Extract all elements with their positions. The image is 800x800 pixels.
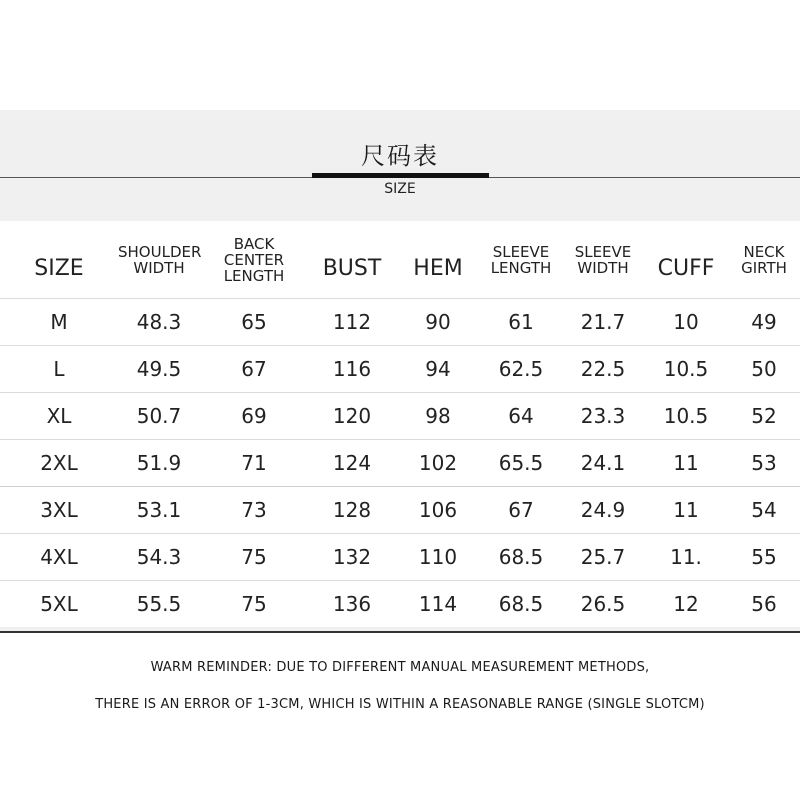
measurement-cell: 69	[200, 392, 308, 439]
measurement-cell: 52	[728, 392, 800, 439]
column-header	[480, 221, 562, 299]
measurement-cell: 128	[308, 486, 396, 533]
measurement-cell: 98	[396, 392, 480, 439]
column-header	[200, 221, 308, 299]
measurement-cell: 11	[644, 439, 728, 486]
measurement-cell: 68.5	[480, 533, 562, 580]
reminder-line-2: THERE IS AN ERROR OF 1-3CM, WHICH IS WITHIN A REASONABLE RANGE (SINGLE SLOTCM)	[95, 697, 705, 712]
column-header	[308, 221, 396, 299]
table-row	[0, 533, 800, 580]
measurement-cell: 50	[728, 345, 800, 392]
measurement-cell: 53.1	[118, 486, 200, 533]
column-header-line: GIRTH	[741, 258, 787, 277]
column-header-line: BACK	[233, 234, 275, 253]
measurement-cell: 110	[396, 533, 480, 580]
table-row	[0, 439, 800, 486]
measurement-cell: 67	[200, 345, 308, 392]
measurement-cell: 75	[200, 533, 308, 580]
measurement-cell: 11.	[644, 533, 728, 580]
measurement-cell: 55.5	[118, 580, 200, 627]
measurement-cell: 64	[480, 392, 562, 439]
size-label-cell: 3XL	[0, 486, 118, 533]
measurement-cell: 54	[728, 486, 800, 533]
column-header	[0, 221, 118, 299]
band-bottom-divider	[0, 631, 800, 633]
column-header	[118, 221, 200, 299]
measurement-cell: 25.7	[562, 533, 644, 580]
measurement-cell: 136	[308, 580, 396, 627]
measurement-cell: 11	[644, 486, 728, 533]
measurement-cell: 124	[308, 439, 396, 486]
measurement-cell: 56	[728, 580, 800, 627]
measurement-cell: 53	[728, 439, 800, 486]
measurement-cell: 68.5	[480, 580, 562, 627]
column-header-line: LENGTH	[223, 266, 285, 285]
measurement-cell: 71	[200, 439, 308, 486]
column-header-line: CENTER	[223, 250, 285, 269]
column-header-line: SIZE	[34, 255, 84, 281]
measurement-cell: 114	[396, 580, 480, 627]
column-header-line: HEM	[413, 255, 463, 281]
measurement-cell: 94	[396, 345, 480, 392]
measurement-cell: 112	[308, 299, 396, 345]
measurement-cell: 62.5	[480, 345, 562, 392]
table-row	[0, 345, 800, 392]
measurement-cell: 120	[308, 392, 396, 439]
measurement-cell: 102	[396, 439, 480, 486]
measurement-cell: 10	[644, 299, 728, 345]
measurement-cell: 65	[200, 299, 308, 345]
measurement-cell: 49.5	[118, 345, 200, 392]
column-header-line: SLEEVE	[574, 242, 632, 261]
size-label-cell: 5XL	[0, 580, 118, 627]
column-header-line: NECK	[743, 242, 785, 261]
table-body	[0, 299, 800, 627]
measurement-cell: 132	[308, 533, 396, 580]
measurement-cell: 106	[396, 486, 480, 533]
column-header	[728, 221, 800, 299]
measurement-cell: 26.5	[562, 580, 644, 627]
measurement-cell: 55	[728, 533, 800, 580]
size-label-cell: M	[0, 299, 118, 345]
column-header-line: CUFF	[657, 255, 715, 281]
measurement-cell: 48.3	[118, 299, 200, 345]
measurement-cell: 75	[200, 580, 308, 627]
measurement-cell: 65.5	[480, 439, 562, 486]
size-label-cell: 4XL	[0, 533, 118, 580]
table-row	[0, 486, 800, 533]
measurement-cell: 50.7	[118, 392, 200, 439]
column-header-line: SHOULDER	[118, 242, 202, 261]
size-label-cell: L	[0, 345, 118, 392]
size-table	[0, 221, 800, 627]
title-underline-bar	[312, 173, 489, 178]
measurement-cell: 24.9	[562, 486, 644, 533]
measurement-cell: 51.9	[118, 439, 200, 486]
measurement-cell: 10.5	[644, 345, 728, 392]
table-row	[0, 580, 800, 627]
column-header-line: WIDTH	[133, 258, 185, 277]
measurement-cell: 24.1	[562, 439, 644, 486]
reminder-line-1: WARM REMINDER: DUE TO DIFFERENT MANUAL MEASUREMENT METHODS,	[150, 660, 650, 675]
page-subtitle: SIZE	[384, 181, 416, 197]
measurement-cell: 22.5	[562, 345, 644, 392]
measurement-cell: 67	[480, 486, 562, 533]
measurement-cell: 90	[396, 299, 480, 345]
measurement-cell: 116	[308, 345, 396, 392]
measurement-cell: 54.3	[118, 533, 200, 580]
measurement-cell: 21.7	[562, 299, 644, 345]
column-header	[562, 221, 644, 299]
table-row	[0, 392, 800, 439]
column-header	[644, 221, 728, 299]
page-title: 尺码表	[361, 142, 439, 170]
column-header-line: LENGTH	[490, 258, 552, 277]
column-header	[396, 221, 480, 299]
measurement-cell: 73	[200, 486, 308, 533]
size-label-cell: XL	[0, 392, 118, 439]
measurement-cell: 61	[480, 299, 562, 345]
column-header-line: SLEEVE	[492, 242, 550, 261]
size-label-cell: 2XL	[0, 439, 118, 486]
table-header-row	[0, 221, 800, 299]
measurement-cell: 23.3	[562, 392, 644, 439]
measurement-cell: 49	[728, 299, 800, 345]
table-row	[0, 299, 800, 345]
measurement-cell: 12	[644, 580, 728, 627]
column-header-line: BUST	[322, 255, 382, 281]
measurement-cell: 10.5	[644, 392, 728, 439]
size-table-container	[0, 221, 800, 616]
column-header-line: WIDTH	[577, 258, 629, 277]
